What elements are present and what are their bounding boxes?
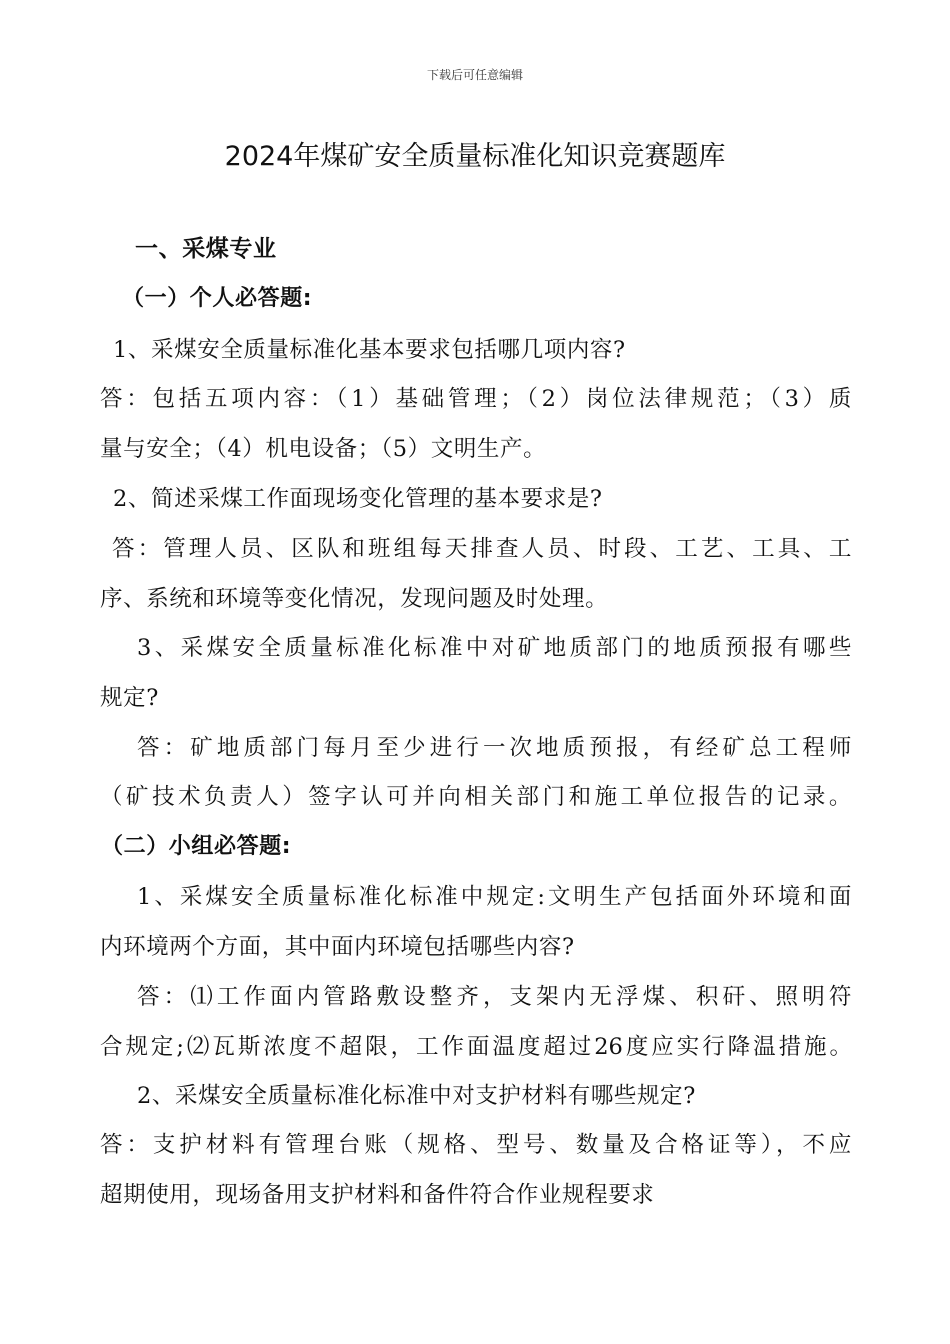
- question-2: 2、简述采煤工作面现场变化管理的基本要求是?: [113, 486, 603, 512]
- group-answer-1-line-2: 合规定;⑵瓦斯浓度不超限，工作面温度超过26度应实行降温措施。: [100, 1034, 852, 1060]
- answer-2-line-2: 序、系统和环境等变化情况，发现问题及时处理。: [100, 586, 609, 612]
- group-answer-1-line-1: 答：⑴工作面内管路敷设整齐，支架内无浮煤、积矸、照明符: [137, 984, 852, 1010]
- question-3-line-2: 规定?: [100, 685, 159, 711]
- document-title: 2024年煤矿安全质量标准化知识竞赛题库: [224, 141, 726, 172]
- answer-2-line-1: 答：管理人员、区队和班组每天排查人员、时段、工艺、工具、工: [112, 536, 852, 562]
- subsection-heading-individual: （一）个人必答题:: [122, 286, 313, 311]
- answer-1-line-2: 量与安全；（4）机电设备；（5）文明生产。: [100, 436, 547, 462]
- group-answer-2-line-2: 超期使用，现场备用支护材料和备件符合作业规程要求: [100, 1182, 655, 1208]
- header-note: 下载后可任意编辑: [426, 68, 523, 82]
- subsection-heading-group: （二）小组必答题:: [101, 834, 292, 859]
- question-1: 1、采煤安全质量标准化基本要求包括哪几项内容?: [113, 337, 626, 363]
- group-question-2: 2、采煤安全质量标准化标准中对支护材料有哪些规定?: [137, 1083, 696, 1109]
- answer-3-line-1: 答：矿地质部门每月至少进行一次地质预报，有经矿总工程师: [137, 735, 852, 761]
- group-question-1-line-1: 1、采煤安全质量标准化标准中规定:文明生产包括面外环境和面: [137, 884, 852, 910]
- question-3-line-1: 3、采煤安全质量标准化标准中对矿地质部门的地质预报有哪些: [137, 635, 852, 661]
- section-heading-mining: 一、采煤专业: [135, 236, 277, 262]
- group-answer-2-line-1: 答：支护材料有管理台账（规格、型号、数量及合格证等），不应: [100, 1132, 852, 1158]
- answer-1-line-1: 答：包括五项内容：（1）基础管理；（2）岗位法律规范；（3）质: [100, 386, 852, 412]
- answer-3-line-2: （矿技术负责人）签字认可并向相关部门和施工单位报告的记录。: [100, 784, 852, 810]
- group-question-1-line-2: 内环境两个方面，其中面内环境包括哪些内容?: [100, 934, 575, 960]
